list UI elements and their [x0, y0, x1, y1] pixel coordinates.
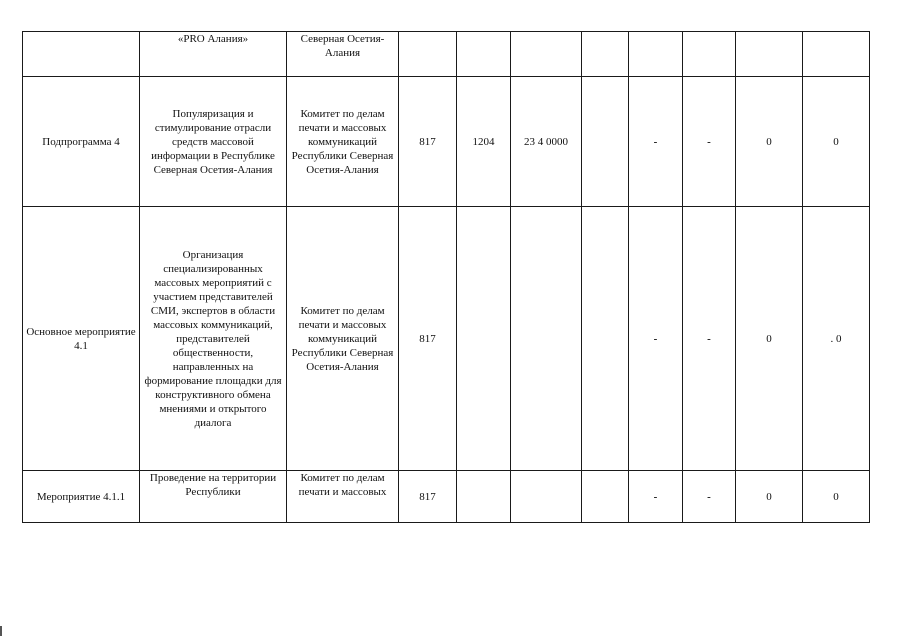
- table-row: [23, 207, 870, 471]
- name-cell: «PRO Алания»: [140, 32, 287, 77]
- name-cell: Популяризация и стимулирование отрасли средств массовой информации в Республике Северная Осетия-Алания: [140, 77, 287, 207]
- year3-cell: [736, 32, 803, 77]
- scan-artifact-mark: [0, 626, 2, 636]
- year3-cell: 0: [736, 77, 803, 207]
- csr-cell: [511, 471, 582, 523]
- vr-cell: [582, 32, 629, 77]
- grbs-cell: 817: [399, 77, 457, 207]
- grbs-cell: [399, 32, 457, 77]
- csr-cell: 23 4 0000: [511, 77, 582, 207]
- rzpr-cell: [457, 32, 511, 77]
- year3-cell: 0: [736, 471, 803, 523]
- status-cell: Основное мероприятие 4.1: [23, 207, 140, 471]
- vr-cell: [582, 207, 629, 471]
- table-row: [23, 471, 870, 523]
- csr-cell: [511, 32, 582, 77]
- year1-cell: -: [629, 77, 683, 207]
- status-cell: [23, 32, 140, 77]
- table-row: [23, 32, 870, 77]
- name-cell: Организация специализированных массовых мероприятий с участием представителей СМИ, экспертов в области массовых коммуникаций, представителей общественности, направленных на формирование площадки для конструктивного обмена мнениями и открытого диалога: [140, 207, 287, 471]
- year4-cell: 0: [803, 471, 870, 523]
- year1-cell: -: [629, 471, 683, 523]
- rzpr-cell: [457, 207, 511, 471]
- grbs-cell: 817: [399, 471, 457, 523]
- grbs-cell: 817: [399, 207, 457, 471]
- name-cell: Проведение на территории Республики: [140, 471, 287, 523]
- budget-table: [22, 31, 870, 523]
- year1-cell: [629, 32, 683, 77]
- executor-cell: Северная Осетия-Алания: [287, 32, 399, 77]
- rzpr-cell: 1204: [457, 77, 511, 207]
- year4-cell: 0: [803, 77, 870, 207]
- year2-cell: [683, 32, 736, 77]
- table-row: [23, 77, 870, 207]
- year3-cell: 0: [736, 207, 803, 471]
- rzpr-cell: [457, 471, 511, 523]
- year2-cell: -: [683, 471, 736, 523]
- year2-cell: -: [683, 207, 736, 471]
- status-cell: Мероприятие 4.1.1: [23, 471, 140, 523]
- status-cell: Подпрограмма 4: [23, 77, 140, 207]
- executor-cell: Комитет по делам печати и массовых коммуникаций Республики Северная Осетия-Алания: [287, 207, 399, 471]
- vr-cell: [582, 471, 629, 523]
- csr-cell: [511, 207, 582, 471]
- year4-cell: [803, 32, 870, 77]
- year2-cell: -: [683, 77, 736, 207]
- year1-cell: -: [629, 207, 683, 471]
- executor-cell: Комитет по делам печати и массовых коммуникаций Республики Северная Осетия-Алания: [287, 77, 399, 207]
- executor-cell: Комитет по делам печати и массовых: [287, 471, 399, 523]
- year4-cell: . 0: [803, 207, 870, 471]
- vr-cell: [582, 77, 629, 207]
